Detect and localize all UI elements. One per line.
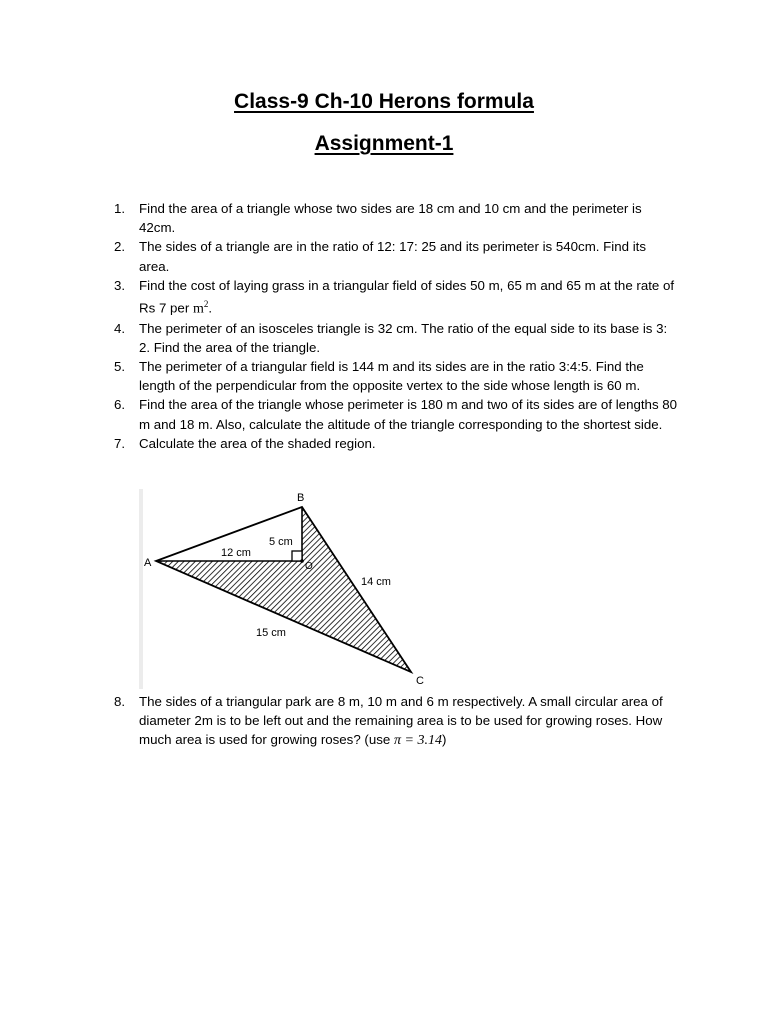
vertex-label-a: A [144,557,152,569]
question-text: The perimeter of a triangular field is 144 m and its sides are in the ratio 3:4:5. Find the length of the perpendicular from the opposite vertex to the side whose length is 60 m. [139,359,644,394]
question-item [0,395,679,433]
side-label-ac: 15 cm [256,627,286,639]
question-number: 3. [114,277,126,293]
math-expression: π = 3.14 [393,733,442,749]
question-list-continued [0,692,679,751]
question-item [0,237,679,275]
question-text: Find the area of the triangle whose perimeter is 180 m and two of its sides are of lengths 80 m and 18 m. Also, calculate the altitude of the triangle corresponding to the shortest side. [139,397,678,432]
question-number: 4. [114,320,126,336]
vertex-label-c: C [416,675,424,687]
question-text: Find the area of a triangle whose two sides are 18 cm and 10 cm and the perimeter is 42cm. [139,201,642,236]
right-angle-marker [292,551,302,561]
question-item [0,692,679,751]
unit-symbol: m [192,301,204,317]
page-title: Class-9 Ch-10 Herons formula [234,90,534,113]
question-number: 2. [114,239,126,255]
unit-exponent: 2 [203,299,209,310]
point-o [300,559,304,563]
side-label-bo: 5 cm [269,536,293,548]
question-item [0,434,679,453]
question-item [0,276,679,319]
triangle-diagram [139,487,435,693]
question-text-end: . [208,300,213,316]
shaded-triangle-figure [139,487,435,693]
question-item [0,319,679,357]
question-number: 5. [114,359,126,375]
question-number: 6. [114,397,126,413]
question-number: 8. [114,694,126,709]
question-list [0,199,768,453]
side-label-bc: 14 cm [361,576,391,588]
question-text: The sides of a triangular park are 8 m, 10 m and 6 m respectively. A small circular area of diameter 2m is to be left out and the remaining area is to be used for growing roses. How much area is used for growing roses? (use [139,694,663,748]
side-label-ao: 12 cm [221,547,251,559]
question-item [0,199,679,237]
scan-edge [139,489,143,689]
question-item [0,357,679,395]
vertex-label-o: O [305,561,313,572]
assignment-heading: Assignment-1 [314,132,454,155]
question-text: Find the cost of laying grass in a triangular field of sides 50 m, 65 m and 65 m at the rate of Rs 7 per [139,277,675,316]
question-text: Calculate the area of the shaded region. [139,435,376,451]
question-text: The sides of a triangle are in the ratio of 12: 17: 25 and its perimeter is 540cm. Find its area. [139,239,647,274]
question-text-end: ) [441,732,447,748]
vertex-label-b: B [297,492,305,504]
question-number: 7. [114,435,126,451]
question-number: 1. [114,201,126,216]
question-text: The perimeter of an isosceles triangle is 32 cm. The ratio of the equal side to its base is 3: 2. Find the area of the triangle. [139,320,668,355]
